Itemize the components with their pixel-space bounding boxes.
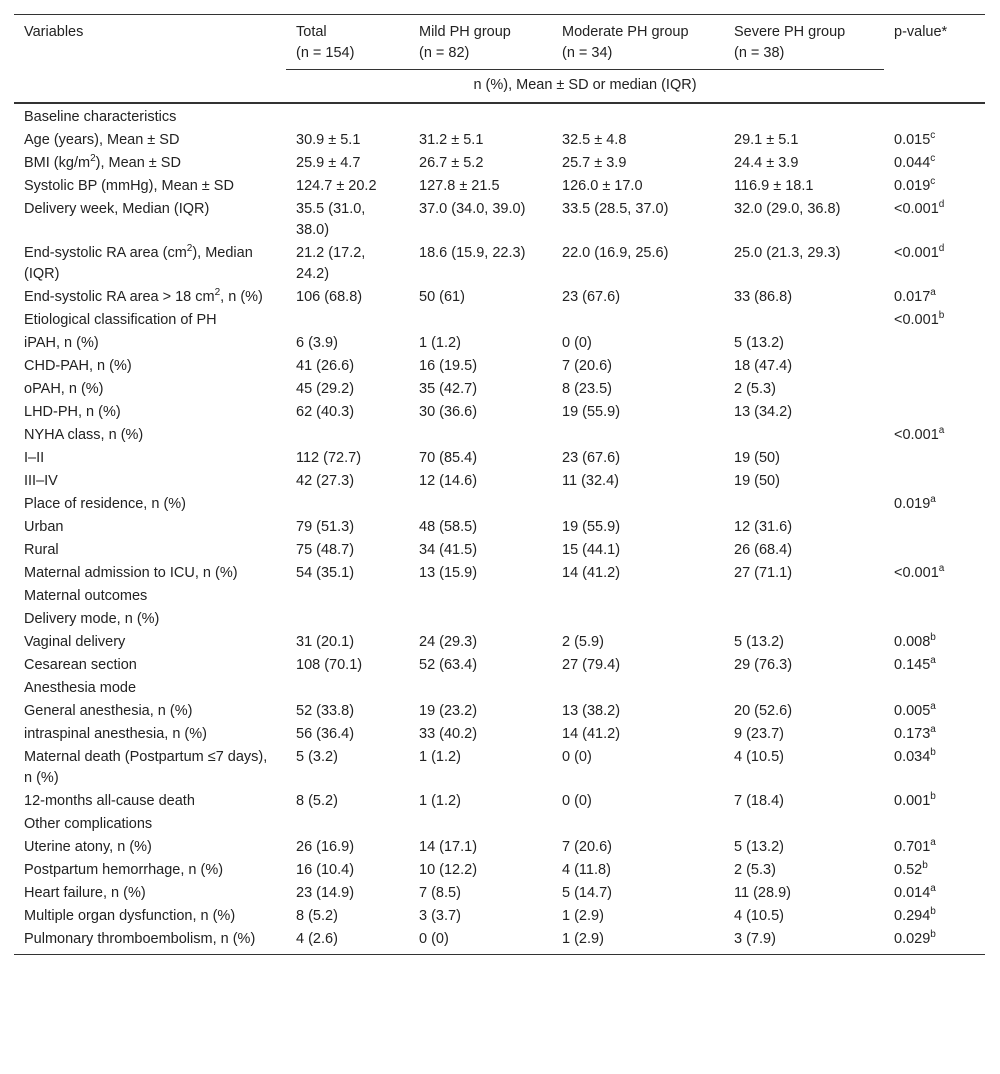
cell-moderate: 14 (41.2) xyxy=(562,726,621,742)
row-label: End-systolic RA area > 18 $cm^2$, n (%) xyxy=(24,287,263,305)
cell-pvalue: 0.001$^b$ xyxy=(894,791,936,809)
pvalue-footnote-marker: b xyxy=(930,632,936,644)
row-label: Uterine atony, n (%) xyxy=(24,839,152,855)
cell-severe: 12 (31.6) xyxy=(734,519,793,535)
cell-mild: 3 (3.7) xyxy=(419,908,461,924)
cell-pvalue: 0.52$^b$ xyxy=(894,860,928,878)
cell-total xyxy=(286,424,409,447)
table-row xyxy=(14,859,985,882)
cell-severe: 3 (7.9) xyxy=(724,928,884,955)
cell-severe xyxy=(724,103,884,129)
table-row xyxy=(14,447,985,470)
table-row xyxy=(14,286,985,309)
pvalue-footnote-marker: b xyxy=(938,310,945,322)
cell-pvalue xyxy=(884,355,985,378)
cell-moderate: 23 (67.6) xyxy=(562,450,621,466)
cell-severe: 2 (5.3) xyxy=(734,381,776,397)
cell-total: 30.9 ± 5.1 xyxy=(296,132,361,148)
row-label: intraspinal anesthesia, n (%) xyxy=(24,726,207,742)
cell-severe: 2 (5.3) xyxy=(734,862,776,878)
cell-severe: 18 (47.4) xyxy=(734,358,793,374)
cell-moderate: 7 (20.6) xyxy=(562,358,612,374)
table-row xyxy=(14,723,985,746)
cell-total: 21.2 (17.2, 24.2) xyxy=(296,245,366,282)
cell-moderate: 7 (20.6) xyxy=(562,839,612,855)
cell-moderate: 8 (23.5) xyxy=(562,381,612,397)
cell-pvalue: 0.019$^c$ xyxy=(894,176,936,194)
cell-severe: 24.4 ± 3.9 xyxy=(734,155,799,171)
cell-severe: 5 (13.2) xyxy=(734,335,784,351)
table-row xyxy=(14,700,985,723)
table-row xyxy=(14,516,985,539)
pvalue-footnote-marker: a xyxy=(930,883,936,895)
cell-pvalue: <0.001$^b$ xyxy=(894,310,945,328)
cell-total: 35.5 (31.0, 38.0) xyxy=(296,201,366,238)
cell-mild xyxy=(409,493,552,516)
row-label: General anesthesia, n (%) xyxy=(24,703,193,719)
row-label: Urban xyxy=(24,519,64,535)
cell-severe xyxy=(724,309,884,332)
cell-mild xyxy=(409,309,552,332)
pvalue-footnote-marker: a xyxy=(930,837,936,849)
row-label: Maternal death (Postpartum ≤7 days), n (%) xyxy=(24,749,268,786)
cell-moderate: 1 (2.9) xyxy=(562,908,604,924)
cell-mild: 1 (1.2) xyxy=(419,793,461,809)
row-label: 12-months all-cause death xyxy=(24,793,195,809)
cell-total xyxy=(286,585,409,608)
header-variables: Variables xyxy=(14,15,286,70)
pvalue-footnote-marker: b xyxy=(922,860,928,872)
row-label: iPAH, n (%) xyxy=(24,335,99,351)
unit-superscript: 2 xyxy=(186,243,193,255)
row-label: oPAH, n (%) xyxy=(24,381,104,397)
row-label: NYHA class, n (%) xyxy=(24,427,144,443)
cell-moderate: 1 (2.9) xyxy=(552,928,724,955)
row-label: Postpartum hemorrhage, n (%) xyxy=(24,862,224,878)
pvalue-footnote-marker: b xyxy=(930,747,936,759)
cell-moderate: 19 (55.9) xyxy=(562,519,621,535)
cell-pvalue xyxy=(884,103,985,129)
row-label: Age (years), Mean ± SD xyxy=(24,132,180,148)
cell-moderate: 126.0 ± 17.0 xyxy=(562,178,643,194)
characteristics-table xyxy=(14,14,985,955)
header-severe: Severe PH group (n = 38) xyxy=(724,15,884,70)
cell-severe: 19 (50) xyxy=(734,450,780,466)
pvalue-footnote-marker: a xyxy=(930,724,936,736)
cell-mild: 0 (0) xyxy=(409,928,552,955)
cell-severe: 29.1 ± 5.1 xyxy=(734,132,799,148)
cell-severe: 20 (52.6) xyxy=(734,703,793,719)
row-label: Cesarean section xyxy=(24,657,137,673)
cell-severe: 4 (10.5) xyxy=(734,749,784,765)
cell-moderate xyxy=(552,608,724,631)
table-row xyxy=(14,332,985,355)
cell-severe: 27 (71.1) xyxy=(734,565,793,581)
cell-moderate: 19 (55.9) xyxy=(562,404,621,420)
cell-pvalue xyxy=(884,401,985,424)
cell-mild xyxy=(409,585,552,608)
cell-severe: 32.0 (29.0, 36.8) xyxy=(734,201,841,217)
pvalue-footnote-marker: a xyxy=(930,287,936,299)
cell-total: 31 (20.1) xyxy=(296,634,355,650)
row-label: Systolic BP (mmHg), Mean ± SD xyxy=(24,178,234,194)
cell-mild: 26.7 ± 5.2 xyxy=(419,155,484,171)
cell-total: 124.7 ± 20.2 xyxy=(296,178,377,194)
cell-severe xyxy=(724,585,884,608)
table-row xyxy=(14,309,985,332)
cell-pvalue xyxy=(884,332,985,355)
table-row xyxy=(14,608,985,631)
pvalue-footnote-marker: c xyxy=(930,130,936,142)
row-label: Pulmonary thromboembolism, n (%) xyxy=(14,928,286,955)
cell-severe: 9 (23.7) xyxy=(734,726,784,742)
pvalue-footnote-marker: b xyxy=(930,906,936,918)
table-container xyxy=(14,14,985,955)
row-label: I–II xyxy=(24,450,45,466)
cell-pvalue: <0.001$^d$ xyxy=(894,199,945,217)
cell-pvalue: <0.001$^a$ xyxy=(894,563,945,581)
table-row xyxy=(14,493,985,516)
cell-mild: 30 (36.6) xyxy=(419,404,478,420)
header-row xyxy=(14,15,985,70)
cell-moderate xyxy=(552,493,724,516)
table-row xyxy=(14,836,985,859)
pvalue-footnote-marker: a xyxy=(938,425,945,437)
cell-mild: 52 (63.4) xyxy=(419,657,478,673)
table-row xyxy=(14,882,985,905)
row-label: Place of residence, n (%) xyxy=(24,496,186,512)
cell-moderate: 22.0 (16.9, 25.6) xyxy=(562,245,669,261)
cell-pvalue xyxy=(884,378,985,401)
table-row xyxy=(14,378,985,401)
table-row xyxy=(14,654,985,677)
table-row xyxy=(14,928,985,955)
pvalue-footnote-marker: b xyxy=(930,791,936,803)
cell-total: 75 (48.7) xyxy=(296,542,355,558)
row-label: Etiological classification of PH xyxy=(24,312,217,328)
pvalue-footnote-marker: a xyxy=(930,701,936,713)
row-label: BMI $(kg/m^2)$, Mean ± SD xyxy=(24,153,181,171)
cell-moderate: 0 (0) xyxy=(562,749,592,765)
cell-mild xyxy=(409,608,552,631)
cell-mild xyxy=(409,677,552,700)
table-row xyxy=(14,103,985,129)
cell-total xyxy=(286,103,409,129)
cell-total: 52 (33.8) xyxy=(296,703,355,719)
cell-severe: 5 (13.2) xyxy=(734,839,784,855)
cell-mild: 37.0 (34.0, 39.0) xyxy=(419,201,526,217)
cell-total: 41 (26.6) xyxy=(296,358,355,374)
cell-mild: 13 (15.9) xyxy=(419,565,478,581)
cell-pvalue: 0.019$^a$ xyxy=(894,494,936,512)
cell-mild: 1 (1.2) xyxy=(419,749,461,765)
row-label: III–IV xyxy=(24,473,58,489)
cell-mild: 10 (12.2) xyxy=(419,862,478,878)
table-row xyxy=(14,905,985,928)
cell-mild: 1 (1.2) xyxy=(419,335,461,351)
cell-moderate: 27 (79.4) xyxy=(562,657,621,673)
table-row xyxy=(14,746,985,790)
cell-moderate: 0 (0) xyxy=(562,335,592,351)
header-total: Total (n = 154) xyxy=(286,15,409,70)
cell-moderate: 33.5 (28.5, 37.0) xyxy=(562,201,669,217)
cell-moderate: 23 (67.6) xyxy=(562,289,621,305)
cell-moderate: 0 (0) xyxy=(562,793,592,809)
cell-severe xyxy=(724,813,884,836)
cell-mild xyxy=(409,813,552,836)
cell-mild: 14 (17.1) xyxy=(419,839,478,855)
cell-severe xyxy=(724,493,884,516)
cell-severe: 11 (28.9) xyxy=(734,885,791,901)
cell-total: 26 (16.9) xyxy=(296,839,355,855)
cell-moderate: 2 (5.9) xyxy=(562,634,604,650)
cell-pvalue: 0.701$^a$ xyxy=(894,837,936,855)
pvalue-footnote-marker: b xyxy=(930,929,936,941)
table-row xyxy=(14,539,985,562)
row-label: Maternal outcomes xyxy=(24,588,148,604)
cell-pvalue xyxy=(884,585,985,608)
cell-severe: 29 (76.3) xyxy=(734,657,793,673)
table-row xyxy=(14,198,985,242)
cell-pvalue: 0.044$^c$ xyxy=(894,153,936,171)
cell-mild xyxy=(409,424,552,447)
cell-moderate: 5 (14.7) xyxy=(562,885,612,901)
cell-moderate: 32.5 ± 4.8 xyxy=(562,132,627,148)
cell-pvalue: 0.029$^b$ xyxy=(884,928,985,955)
cell-pvalue: 0.173$^a$ xyxy=(894,724,936,742)
table-row xyxy=(14,631,985,654)
cell-moderate xyxy=(552,677,724,700)
pvalue-footnote-marker: a xyxy=(930,494,936,506)
cell-moderate xyxy=(552,103,724,129)
table-body xyxy=(14,103,985,955)
cell-mild: 7 (8.5) xyxy=(419,885,461,901)
header-pvalue: p-value* xyxy=(884,15,985,70)
cell-total: 42 (27.3) xyxy=(296,473,355,489)
pvalue-footnote-marker: c xyxy=(930,176,936,188)
cell-mild: 127.8 ± 21.5 xyxy=(419,178,500,194)
row-label: Baseline characteristics xyxy=(24,109,177,125)
pvalue-footnote-marker: c xyxy=(930,153,936,165)
row-label: Delivery mode, n (%) xyxy=(24,611,160,627)
cell-pvalue xyxy=(884,470,985,493)
table-row xyxy=(14,242,985,286)
cell-total: 54 (35.1) xyxy=(296,565,355,581)
cell-mild: 31.2 ± 5.1 xyxy=(419,132,484,148)
table-row xyxy=(14,790,985,813)
table-row xyxy=(14,152,985,175)
cell-moderate xyxy=(552,585,724,608)
cell-total: 112 (72.7) xyxy=(296,450,362,466)
cell-mild: 18.6 (15.9, 22.3) xyxy=(419,245,526,261)
unit-superscript: 2 xyxy=(214,287,221,299)
cell-total xyxy=(286,677,409,700)
row-label: Delivery week, Median (IQR) xyxy=(24,201,210,217)
cell-pvalue: 0.145$^a$ xyxy=(894,655,936,673)
cell-pvalue xyxy=(884,516,985,539)
pvalue-footnote-marker: d xyxy=(938,199,945,211)
cell-moderate xyxy=(552,424,724,447)
pvalue-footnote-marker: a xyxy=(930,655,936,667)
row-label: CHD-PAH, n (%) xyxy=(24,358,132,374)
table-row xyxy=(14,470,985,493)
table-row xyxy=(14,562,985,585)
cell-mild: 35 (42.7) xyxy=(419,381,478,397)
cell-total: 4 (2.6) xyxy=(286,928,409,955)
cell-mild: 24 (29.3) xyxy=(419,634,478,650)
cell-mild: 50 (61) xyxy=(419,289,465,305)
cell-total xyxy=(286,813,409,836)
pvalue-footnote-marker: a xyxy=(938,563,945,575)
subheader-row xyxy=(14,70,985,104)
table-row xyxy=(14,175,985,198)
cell-severe: 26 (68.4) xyxy=(734,542,793,558)
cell-total: 16 (10.4) xyxy=(296,862,355,878)
cell-moderate xyxy=(552,309,724,332)
cell-mild: 16 (19.5) xyxy=(419,358,478,374)
cell-total xyxy=(286,493,409,516)
row-label: LHD-PH, n (%) xyxy=(24,404,121,420)
cell-severe: 7 (18.4) xyxy=(734,793,784,809)
cell-total: 79 (51.3) xyxy=(296,519,355,535)
table-row xyxy=(14,813,985,836)
pvalue-footnote-marker: d xyxy=(938,243,945,255)
cell-total: 23 (14.9) xyxy=(296,885,355,901)
row-label: Heart failure, n (%) xyxy=(24,885,146,901)
subheader-stat-description: n (%), Mean ± SD or median (IQR) xyxy=(286,70,884,104)
cell-pvalue: 0.015$^c$ xyxy=(894,130,936,148)
row-label: Multiple organ dysfunction, n (%) xyxy=(24,908,236,924)
cell-severe: 5 (13.2) xyxy=(734,634,784,650)
cell-pvalue: <0.001$^d$ xyxy=(894,243,945,261)
cell-severe xyxy=(724,677,884,700)
cell-moderate: 14 (41.2) xyxy=(562,565,621,581)
cell-moderate: 25.7 ± 3.9 xyxy=(562,155,627,171)
cell-pvalue: <0.001$^a$ xyxy=(894,425,945,443)
row-label: Anesthesia mode xyxy=(24,680,137,696)
cell-total: 8 (5.2) xyxy=(296,793,338,809)
cell-pvalue xyxy=(884,447,985,470)
cell-mild: 33 (40.2) xyxy=(419,726,478,742)
cell-total: 8 (5.2) xyxy=(296,908,338,924)
cell-pvalue: 0.017$^a$ xyxy=(894,287,936,305)
cell-pvalue xyxy=(884,608,985,631)
cell-pvalue: 0.014$^a$ xyxy=(894,883,936,901)
table-row xyxy=(14,355,985,378)
cell-severe: 116.9 ± 18.1 xyxy=(734,178,814,194)
header-mild: Mild PH group (n = 82) xyxy=(409,15,552,70)
cell-moderate: 15 (44.1) xyxy=(562,542,621,558)
cell-pvalue xyxy=(884,677,985,700)
cell-total: 56 (36.4) xyxy=(296,726,355,742)
cell-total: 106 (68.8) xyxy=(296,289,363,305)
row-label: Rural xyxy=(24,542,59,558)
cell-total: 5 (3.2) xyxy=(296,749,338,765)
cell-severe: 13 (34.2) xyxy=(734,404,793,420)
row-label: Vaginal delivery xyxy=(24,634,126,650)
cell-total: 6 (3.9) xyxy=(296,335,338,351)
cell-pvalue: 0.294$^b$ xyxy=(894,906,936,924)
cell-total: 45 (29.2) xyxy=(296,381,355,397)
cell-moderate: 13 (38.2) xyxy=(562,703,621,719)
table-row xyxy=(14,677,985,700)
table-row xyxy=(14,585,985,608)
cell-mild: 19 (23.2) xyxy=(419,703,478,719)
cell-mild: 48 (58.5) xyxy=(419,519,478,535)
unit-superscript: 2 xyxy=(90,153,96,165)
cell-severe: 33 (86.8) xyxy=(734,289,793,305)
cell-total xyxy=(286,608,409,631)
cell-severe: 25.0 (21.3, 29.3) xyxy=(734,245,841,261)
cell-pvalue: 0.005$^a$ xyxy=(894,701,936,719)
cell-total xyxy=(286,309,409,332)
cell-pvalue: 0.008$^b$ xyxy=(894,632,936,650)
cell-mild: 12 (14.6) xyxy=(419,473,478,489)
cell-severe xyxy=(724,424,884,447)
cell-moderate xyxy=(552,813,724,836)
cell-pvalue xyxy=(884,813,985,836)
header-moderate: Moderate PH group (n = 34) xyxy=(552,15,724,70)
cell-total: 25.9 ± 4.7 xyxy=(296,155,361,171)
cell-severe xyxy=(724,608,884,631)
cell-moderate: 11 (32.4) xyxy=(562,473,619,489)
cell-pvalue: 0.034$^b$ xyxy=(894,747,936,765)
table-row xyxy=(14,401,985,424)
cell-mild: 70 (85.4) xyxy=(419,450,478,466)
cell-severe: 4 (10.5) xyxy=(734,908,784,924)
cell-severe: 19 (50) xyxy=(734,473,780,489)
row-label: Other complications xyxy=(24,816,153,832)
cell-mild: 34 (41.5) xyxy=(419,542,478,558)
cell-total: 62 (40.3) xyxy=(296,404,355,420)
cell-pvalue xyxy=(884,539,985,562)
row-label: Maternal admission to ICU, n (%) xyxy=(24,565,238,581)
row-label: End-systolic RA area $(cm^2)$, Median (IQR) xyxy=(24,243,253,282)
cell-mild xyxy=(409,103,552,129)
table-row xyxy=(14,424,985,447)
table-row xyxy=(14,129,985,152)
cell-total: 108 (70.1) xyxy=(296,657,363,673)
cell-moderate: 4 (11.8) xyxy=(562,862,611,878)
